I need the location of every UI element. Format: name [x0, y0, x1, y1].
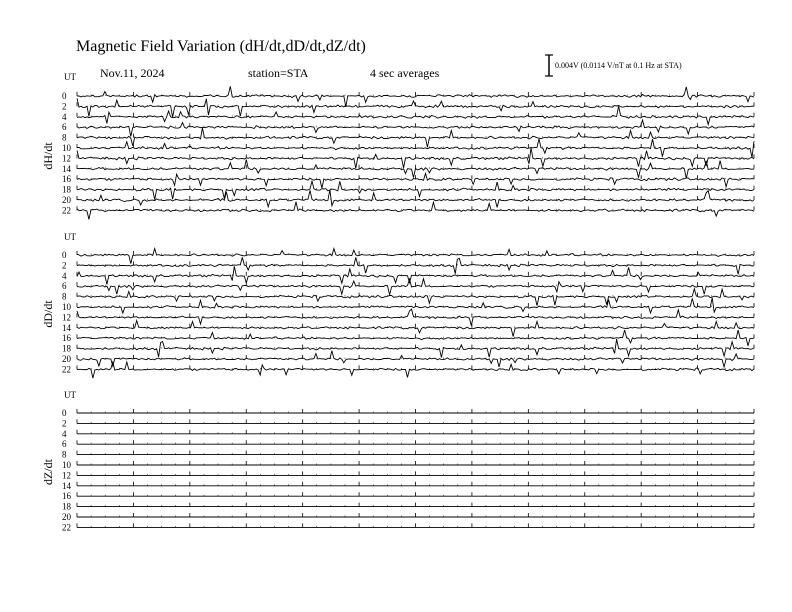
averaging-label: 4 sec averages	[370, 66, 440, 80]
hour-row-label: 10	[62, 143, 71, 153]
date-label: Nov.11, 2024	[100, 66, 165, 80]
chart-title: Magnetic Field Variation (dH/dt,dD/dt,dZ/dt)	[76, 38, 366, 55]
hour-row-label: 16	[62, 174, 71, 185]
hour-row-label: 20	[62, 512, 71, 522]
hour-row-label: 20	[62, 354, 71, 364]
hour-row-label: 18	[62, 343, 71, 354]
hour-row-label: 0	[62, 91, 67, 101]
trace-dDdt-12h	[77, 309, 754, 325]
hour-row-label: 22	[62, 522, 71, 533]
hour-row-label: 4	[62, 428, 67, 439]
hour-row-label: 14	[62, 322, 71, 333]
component-axis-label: dD/dt	[41, 300, 55, 328]
component-axis-label: dH/dt	[41, 142, 55, 170]
trace-dDdt-4h	[77, 266, 754, 284]
hour-row-label: 0	[62, 250, 67, 260]
hour-row-label: 8	[62, 449, 67, 460]
hour-row-label: 10	[62, 460, 71, 470]
hour-row-label: 0	[62, 408, 67, 418]
hour-row-label: 8	[62, 291, 67, 302]
hour-row-label: 14	[62, 163, 71, 174]
station-label: station=STA	[248, 66, 309, 80]
hour-row-label: 16	[62, 333, 71, 344]
hour-row-label: 2	[62, 418, 67, 429]
ut-axis-label: UT	[64, 390, 76, 400]
hour-row-label: 14	[62, 480, 71, 491]
hour-row-label: 6	[62, 122, 67, 133]
trace-dHdt-22h	[77, 202, 754, 220]
hour-row-label: 10	[62, 302, 71, 312]
hour-row-label: 2	[62, 101, 67, 112]
trace-dDdt-2h	[77, 257, 754, 274]
hour-row-label: 16	[62, 491, 71, 502]
hour-row-label: 4	[62, 270, 67, 281]
trace-dDdt-6h	[77, 279, 754, 295]
hour-row-label: 22	[62, 205, 71, 216]
hour-row-label: 22	[62, 364, 71, 375]
ut-axis-label: UT	[64, 72, 76, 82]
hour-row-label: 12	[62, 312, 71, 323]
hour-row-label: 12	[62, 153, 71, 164]
trace-dDdt-18h	[77, 339, 754, 357]
hour-row-label: 18	[62, 184, 71, 195]
hour-row-label: 6	[62, 281, 67, 292]
hour-row-label: 18	[62, 501, 71, 512]
hour-row-label: 8	[62, 132, 67, 143]
ut-axis-label: UT	[64, 232, 76, 242]
hour-row-label: 2	[62, 260, 67, 271]
scale-bar-label: 0.004V (0.0114 V/nT at 0.1 Hz at STA)	[555, 61, 682, 70]
hour-row-label: 4	[62, 111, 67, 122]
hour-row-label: 6	[62, 439, 67, 450]
hour-row-label: 20	[62, 195, 71, 205]
trace-dDdt-14h	[77, 321, 754, 337]
component-axis-label: dZ/dt	[41, 459, 55, 485]
hour-row-label: 12	[62, 470, 71, 481]
trace-dDdt-22h	[77, 362, 754, 378]
trace-dDdt-16h	[77, 330, 754, 346]
